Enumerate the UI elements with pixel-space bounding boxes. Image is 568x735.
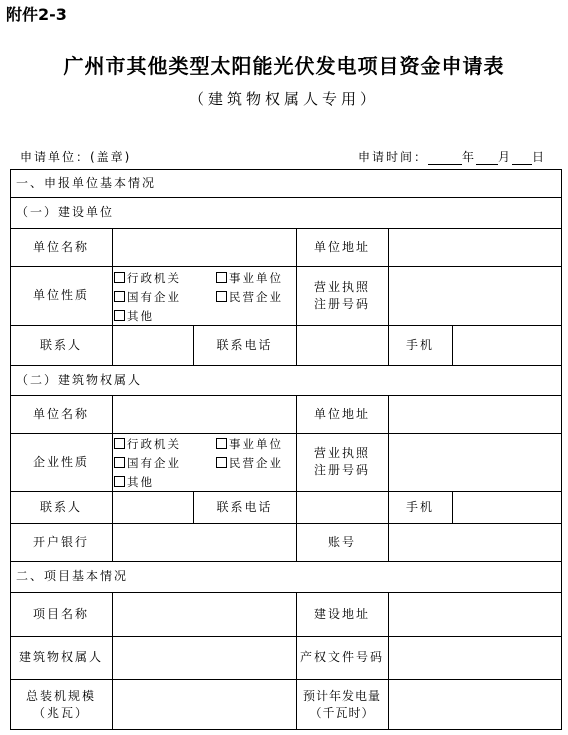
property-doc-field[interactable]	[388, 636, 562, 679]
property-doc-label: 产权文件号码	[299, 650, 384, 664]
day-label: 日	[532, 150, 547, 164]
year-label: 年	[462, 150, 477, 164]
sub2-name-label: 单位名称	[32, 406, 89, 421]
bank-label: 开户银行	[32, 534, 89, 549]
application-form-table	[10, 169, 562, 730]
site-field[interactable]	[388, 592, 562, 636]
option-label: 其他	[127, 309, 154, 323]
owner-label: 建筑物权属人	[18, 650, 103, 664]
option-label: 其他	[127, 475, 154, 489]
option-label: 国有企业	[127, 290, 181, 304]
sub2-address-label: 单位地址	[313, 406, 370, 421]
attachment-number: 附件2-3	[6, 5, 67, 24]
sub1-mobile-field[interactable]	[452, 325, 562, 365]
capacity-field[interactable]	[112, 679, 296, 730]
month-label: 月	[498, 150, 513, 164]
account-field[interactable]	[388, 523, 562, 561]
sub2-contact-label: 联系人	[39, 499, 82, 514]
option-label: 行政机关	[127, 437, 181, 451]
checkbox-icon	[114, 438, 125, 449]
sub2-address-field[interactable]	[388, 395, 562, 433]
option-label: 行政机关	[127, 271, 181, 285]
sub2-phone-field[interactable]	[296, 491, 388, 523]
sub2-mobile-label: 手机	[405, 499, 434, 514]
sub2-name-field[interactable]	[112, 395, 296, 433]
option-label: 事业单位	[229, 437, 283, 451]
account-label: 账号	[327, 534, 356, 549]
section2-title: 二、项目基本情况	[16, 569, 129, 583]
owner-field[interactable]	[112, 636, 296, 679]
sub1-option-private[interactable]	[216, 289, 283, 305]
project-name-field[interactable]	[112, 592, 296, 636]
sub2-option-institution[interactable]	[216, 436, 283, 452]
sub2-license-label: 营业执照 注册号码	[313, 446, 370, 477]
sub1-license-label: 营业执照 注册号码	[313, 279, 370, 311]
sub2-contact-field[interactable]	[112, 491, 193, 523]
sub2-option-government[interactable]	[114, 436, 181, 452]
checkbox-icon	[114, 476, 125, 487]
checkbox-icon	[216, 457, 227, 468]
sub1-option-other[interactable]	[114, 308, 154, 324]
generation-field[interactable]	[388, 679, 562, 730]
checkbox-icon	[114, 291, 125, 302]
option-label: 民营企业	[229, 290, 283, 304]
sub1-phone-field[interactable]	[296, 325, 388, 365]
day-blank[interactable]	[512, 152, 532, 165]
sub1-contact-field[interactable]	[112, 325, 193, 365]
checkbox-icon	[216, 291, 227, 302]
sub2-option-state-owned[interactable]	[114, 455, 181, 471]
sub1-option-institution[interactable]	[216, 270, 283, 286]
sub1-address-label: 单位地址	[313, 239, 370, 254]
site-label: 建设地址	[313, 606, 370, 621]
project-name-label: 项目名称	[32, 606, 89, 621]
sub2-option-other[interactable]	[114, 474, 154, 490]
sub2-option-private[interactable]	[216, 455, 283, 471]
sub1-contact-label: 联系人	[39, 337, 82, 352]
option-label: 民营企业	[229, 456, 283, 470]
sub2-mobile-field[interactable]	[452, 491, 562, 523]
checkbox-icon	[216, 438, 227, 449]
sub1-mobile-label: 手机	[405, 337, 434, 352]
sub2-license-field[interactable]	[388, 433, 562, 491]
option-label: 事业单位	[229, 271, 283, 285]
checkbox-icon	[114, 457, 125, 468]
form-subtitle: （建筑物权属人专用）	[188, 90, 379, 108]
month-blank[interactable]	[476, 152, 498, 165]
sub1-phone-label: 联系电话	[216, 337, 273, 352]
sub2-title: （二）建筑物权属人	[16, 372, 143, 387]
sub1-address-field[interactable]	[388, 228, 562, 266]
form-title: 广州市其他类型太阳能光伏发电项目资金申请表	[63, 54, 505, 78]
section1-title: 一、申报单位基本情况	[16, 175, 157, 190]
checkbox-icon	[114, 272, 125, 283]
sub2-phone-label: 联系电话	[216, 499, 273, 514]
option-label: 国有企业	[127, 456, 181, 470]
sub1-name-label: 单位名称	[32, 239, 89, 254]
sub2-nature-label: 企业性质	[32, 454, 89, 469]
checkbox-icon	[216, 272, 227, 283]
sub1-title: （一）建设单位	[16, 205, 115, 219]
bank-field[interactable]	[112, 523, 296, 561]
generation-label: 预计年发电量 （千瓦时）	[302, 688, 381, 720]
sub1-option-government[interactable]	[114, 270, 181, 286]
capacity-label: 总装机规模 （兆瓦）	[25, 688, 96, 720]
date-label: 申请时间：	[358, 150, 429, 164]
sub1-name-field[interactable]	[112, 228, 296, 266]
sub1-nature-label: 单位性质	[32, 288, 89, 302]
application-date	[358, 148, 546, 165]
sub1-license-field[interactable]	[388, 266, 562, 325]
year-blank[interactable]	[428, 152, 462, 165]
applicant-label: 申请单位：(盖章)	[20, 150, 132, 164]
sub1-option-state-owned[interactable]	[114, 289, 181, 305]
checkbox-icon	[114, 310, 125, 321]
